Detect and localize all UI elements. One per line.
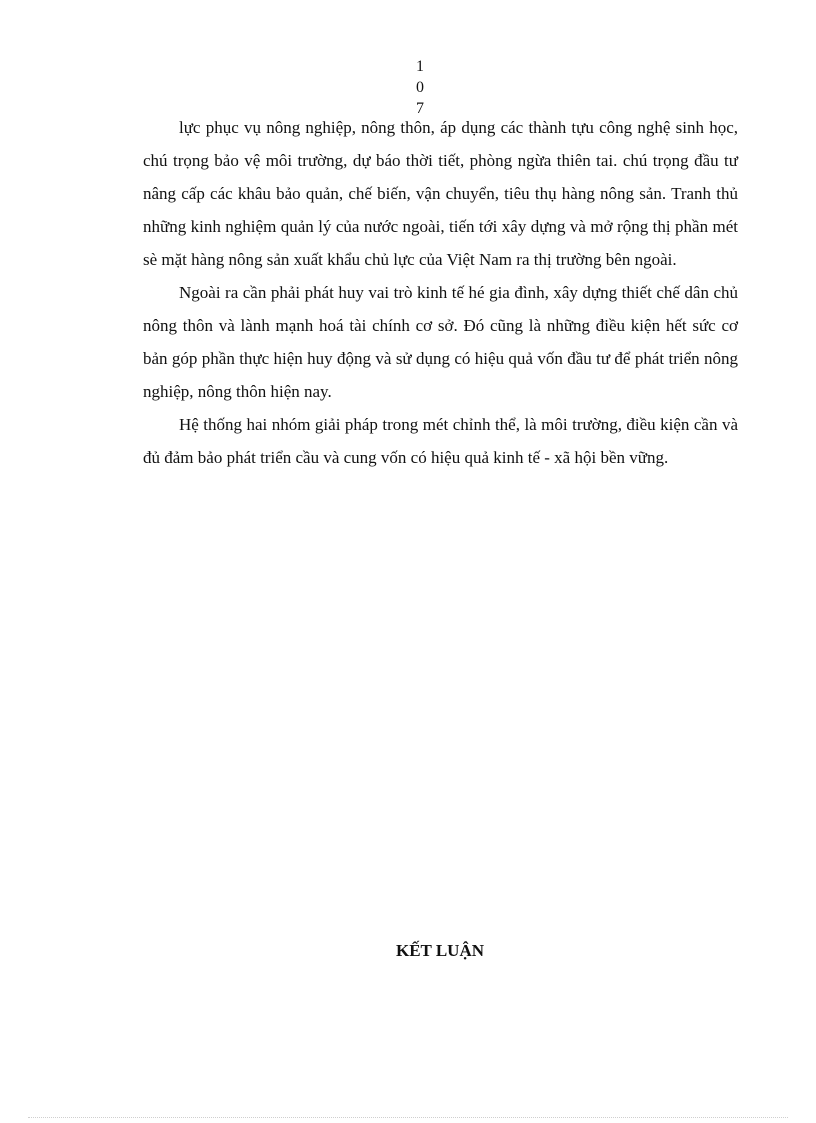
page-number-digit: 0 [416, 79, 424, 96]
paragraph: Hệ thống hai nhóm giải pháp trong mét chỉnh thể, là môi trường, điều kiện cần và đủ đảm bảo phát triển cầu và cung vốn có hiệu quả kinh tế - xã hội bền vững. [143, 415, 738, 467]
page-number-digit: 1 [416, 58, 424, 75]
paragraph: Ngoài ra cần phải phát huy vai trò kinh tế hé gia đình, xây dựng thiết chế dân chủ nông thôn và lành mạnh hoá tài chính cơ sở. Đó cũng là những điều kiện hết sức cơ bản góp phần thực hiện huy động và sử dụng có hiệu quả vốn đầu tư để phát triển nông nghiệp, nông thôn hiện nay. [143, 283, 738, 401]
page-number-digit: 7 [416, 100, 424, 117]
paragraph: lực phục vụ nông nghiệp, nông thôn, áp dụng các thành tựu công nghệ sinh học, chú trọng bảo vệ môi trường, dự báo thời tiết, phòng ngừa thiên tai. chú trọng đầu tư nâng cấp các khâu bảo quản, chế biến, vận chuyển, tiêu thụ hàng nông sản. Tranh thủ những kinh nghiệm quản lý của nước ngoài, tiến tới xây dựng và mở rộng thị phần mét sè mặt hàng nông sản xuất khẩu chủ lực của Việt Nam ra thị trường bên ngoài. [143, 118, 738, 269]
page-number [400, 56, 440, 119]
section-heading: KẾT LUẬN [395, 941, 484, 960]
body-text [143, 111, 738, 474]
page-bottom-divider [28, 1117, 788, 1118]
